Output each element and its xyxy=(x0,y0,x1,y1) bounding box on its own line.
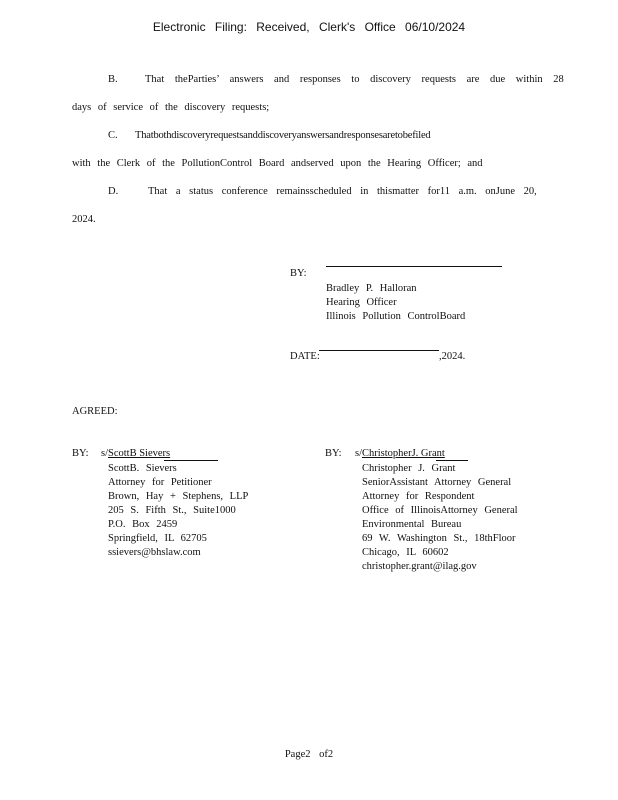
respondent-line: Christopher J. Grant xyxy=(362,463,456,474)
respondent-by-label: BY: xyxy=(325,448,342,459)
signature-by-label: BY: xyxy=(290,268,307,279)
respondent-line: Attorney for Respondent xyxy=(362,491,475,502)
paragraph-d-line2: 2024. xyxy=(72,214,96,225)
respondent-line: SeniorAssistant Attorney General xyxy=(362,477,512,488)
date-blank-line xyxy=(319,350,439,351)
respondent-signature: ChristopherJ. Grant xyxy=(362,448,445,459)
paragraph-b-label: B. xyxy=(108,74,118,85)
petitioner-line: 205 S. Fifth St., Suite1000 xyxy=(108,505,236,516)
paragraph-b-line2: days of service of the discovery requests; xyxy=(72,102,270,113)
agreed-label: AGREED: xyxy=(72,406,118,417)
hearing-officer-block xyxy=(326,282,465,324)
respondent-line: Chicago, IL 60602 xyxy=(362,547,449,558)
paragraph-d-label: D. xyxy=(108,186,119,197)
petitioner-line: Brown, Hay + Stephens, LLP xyxy=(108,491,249,502)
respondent-sig-line xyxy=(436,460,468,461)
respondent-sig-prefix: s/ xyxy=(355,448,363,459)
hearing-officer-org: Illinois Pollution ControlBoard xyxy=(326,311,466,322)
respondent-block xyxy=(362,462,518,574)
page-number: Page2 of2 xyxy=(284,749,334,760)
respondent-line: 69 W. Washington St., 18thFloor xyxy=(362,533,516,544)
petitioner-block xyxy=(108,462,248,560)
petitioner-line: P.O. Box 2459 xyxy=(108,519,178,530)
petitioner-line: ScottB. Sievers xyxy=(108,463,177,474)
petitioner-line: Attorney for Petitioner xyxy=(108,477,212,488)
hearing-officer-title: Hearing Officer xyxy=(326,297,397,308)
efiling-header: Electronic Filing: Received, Clerk's Office 06/10/2024 xyxy=(152,20,466,34)
paragraph-c-line2: with the Clerk of the PollutionControl Board andserved upon the Hearing Officer; and xyxy=(72,158,483,169)
respondent-line: Environmental Bureau xyxy=(362,519,462,530)
petitioner-line: Springfield, IL 62705 xyxy=(108,533,207,544)
petitioner-by-label: BY: xyxy=(72,448,89,459)
paragraph-c-label: C. xyxy=(108,130,118,141)
paragraph-d-line1: That a status conference remainsscheduled in thismatter for11 a.m. onJune 20, xyxy=(148,186,537,197)
date-label: DATE: xyxy=(290,351,320,362)
date-suffix: ,2024. xyxy=(439,351,466,362)
petitioner-email: ssievers@bhslaw.com xyxy=(108,547,201,558)
paragraph-c-line1: Thatbothdiscoveryrequestsanddiscoveryanswersandresponsesaretobefiled xyxy=(135,130,431,141)
paragraph-b-line1: That theParties’ answers and responses to discovery requests are due within 28 xyxy=(145,74,564,85)
respondent-email: christopher.grant@ilag.gov xyxy=(362,561,477,572)
petitioner-sig-line xyxy=(164,460,218,461)
signature-line xyxy=(326,266,502,267)
respondent-line: Office of IllinoisAttorney General xyxy=(362,505,518,516)
hearing-officer-name: Bradley P. Halloran xyxy=(326,283,417,294)
petitioner-sig-prefix: s/ xyxy=(101,448,109,459)
petitioner-signature: ScottB Sievers xyxy=(108,448,171,459)
